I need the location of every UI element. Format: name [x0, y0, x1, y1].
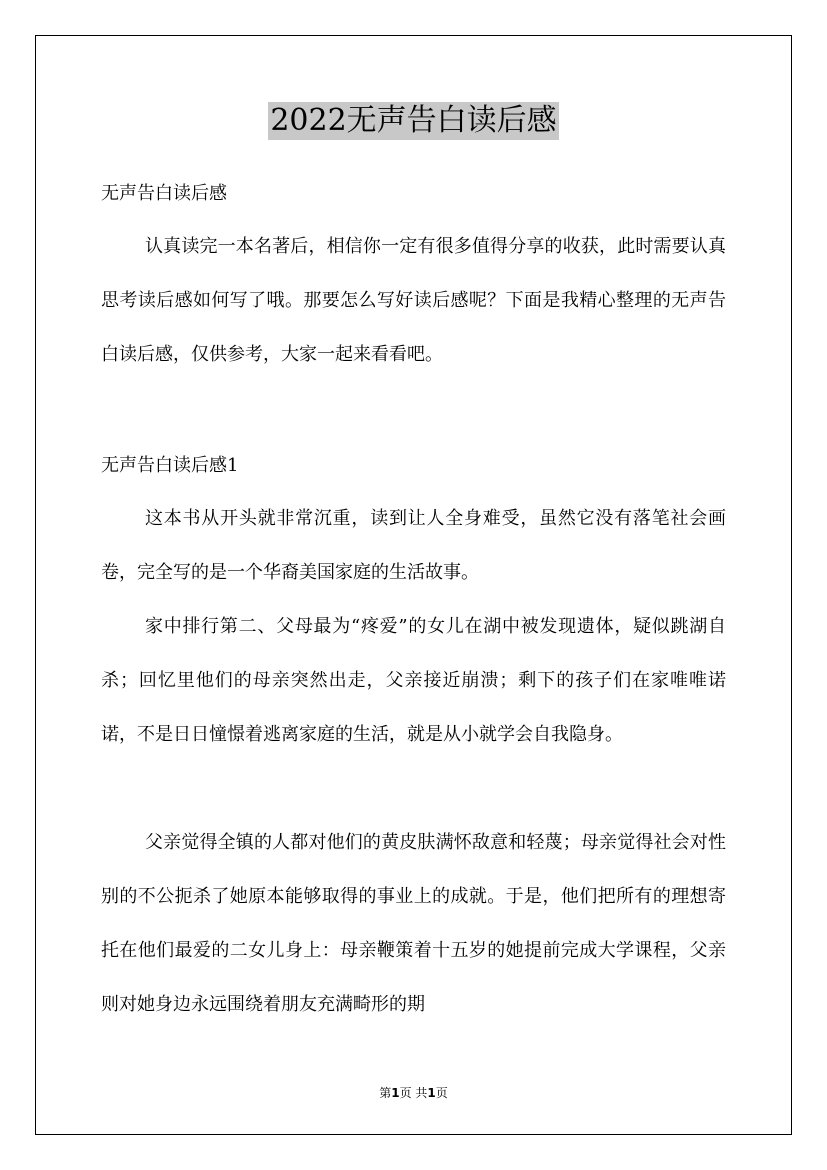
body-paragraph: 父亲觉得全镇的人都对他们的黄皮肤满怀敌意和轻蔑；母亲觉得社会对性别的不公扼杀了她原本能够取得的事业上的成就。于是，他们把所有的理想寄托在他们最爱的二女儿身上：母亲鞭策着十五岁的她提前完成大学课程，父亲则对她身边永远围绕着朋友充满畸形的期 — [101, 832, 726, 1015]
document-title: 2022无声告白读后感 — [270, 103, 557, 138]
intro-paragraph: 认真读完一本名著后，相信你一定有很多值得分享的收获，此时需要认真思考读后感如何写了哦。那要怎么写好读后感呢？下面是我精心整理的无声告白读后感，仅供参考，大家一起来看看吧。 — [101, 236, 726, 365]
page-prefix: 第 — [379, 1086, 392, 1100]
page-mid: 页 共 — [399, 1086, 428, 1100]
body-paragraph: 家中排行第二、父母最为“疼爱”的女儿在湖中被发现遗体，疑似跳湖自杀；回忆里他们的母亲突然出走，父亲接近崩溃；剩下的孩子们在家唯唯诺诺，不是日日憧憬着逃离家庭的生活，就是从小就学会自我隐身。 — [101, 616, 726, 745]
subheading: 无声告白读后感 — [101, 183, 227, 204]
section-heading: 无声告白读后感1 — [101, 455, 239, 476]
title-container — [101, 102, 726, 140]
page-suffix: 页 — [435, 1086, 448, 1100]
page-number: 1 — [391, 1086, 400, 1100]
total-pages: 1 — [427, 1086, 436, 1100]
body-paragraph: 这本书从开头就非常沉重，读到让人全身难受，虽然它没有落笔社会画卷，完全写的是一个华裔美国家庭的生活故事。 — [101, 508, 726, 583]
page-footer — [0, 1084, 827, 1101]
